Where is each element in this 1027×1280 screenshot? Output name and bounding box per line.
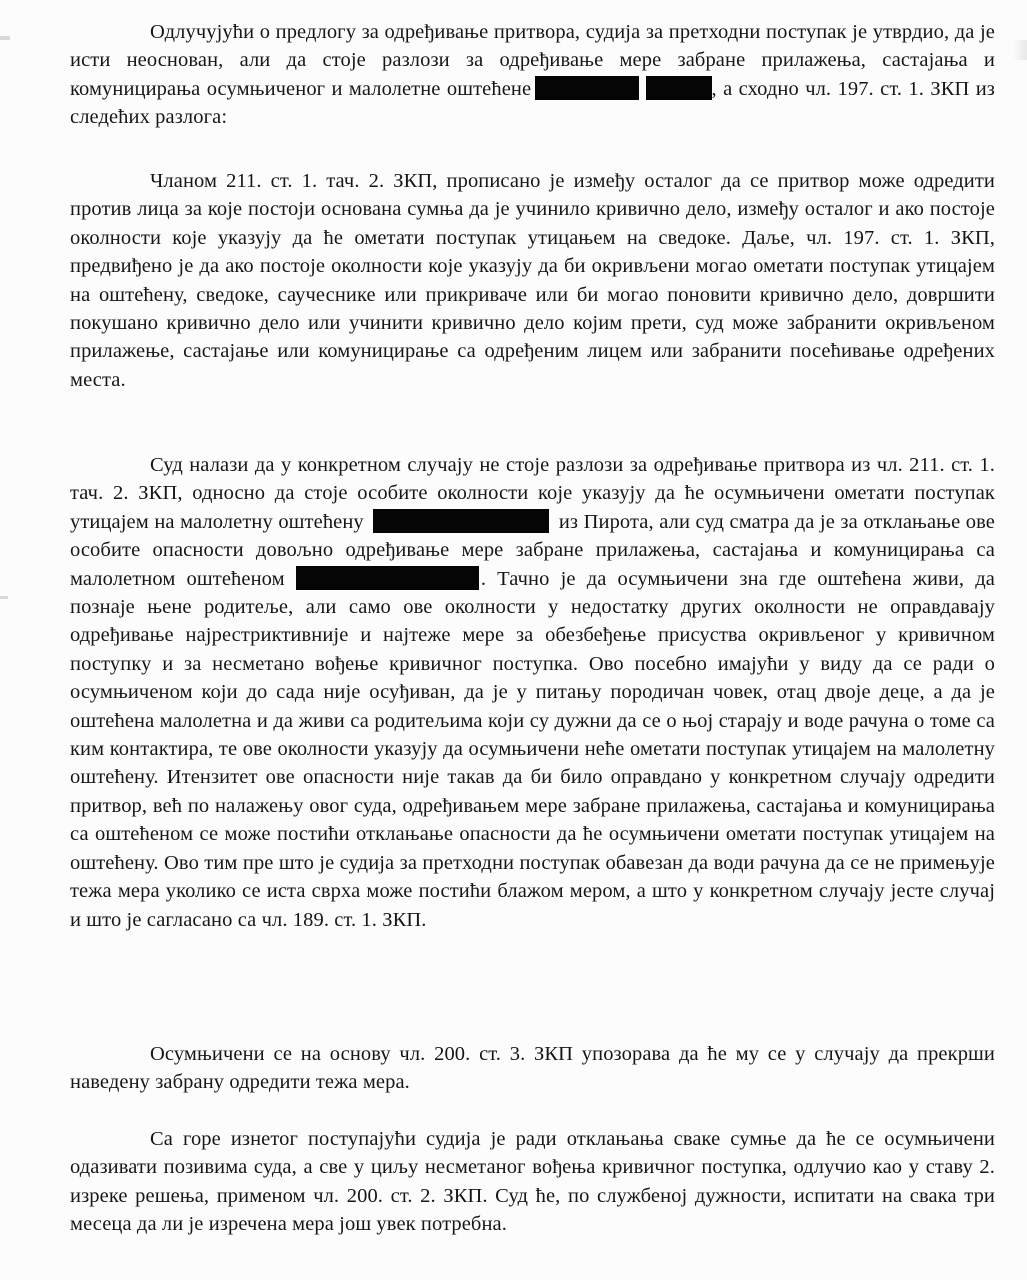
redaction-bar — [373, 509, 549, 533]
paragraph-2 — [70, 167, 995, 394]
redaction-bar — [535, 76, 639, 100]
paragraph-2-text: Чланом 211. ст. 1. тач. 2. ЗКП, прописано је између осталог да се притвор може одредити против лица за које постоји основана сумња да је учинило кривично дело, између осталог и ако постоје околности које указују да ће ометати поступак утицањем на сведоке. Даље, чл. 197. ст. 1. ЗКП, предвиђено је да ако постоје околности које указују да би окривљени могао ометати поступак утицајем на оштећену, сведоке, саучеснике или прикриваче или би могао поновити кривично дело, довршити покушано кривично дело или учинити кривично дело којим прети, суд може забранити окривљеном прилажење, састајање или комуницирање са одређеним лицем или забранити посећивање одређених места. — [70, 170, 995, 391]
paragraph-3-text-a: Суд налази да у конкретном случају не стоје разлози за одређивање притвора из чл. 211. ст. 1. тач. 2. ЗКП, односно да стоје особите околности које указују да ће осумњичени ометати поступак утицајем на малолетну оштећену — [70, 454, 995, 533]
paragraph-3-text-c: . Тачно је да осумњичени зна где оштећена живи, да познаје њене родитеље, али само ове околности у недостатку других околности не оправдавају одређивање најрестриктивније и најтеже мере за обезбеђење присуства окривљеног у кривичном поступку и за несметано вођење кривичног поступка. Ово посебно имајући у виду да се ради о осумњиченом који до сада није осуђиван, да је у питању породичан човек, отац двоје деце, а да је оштећена малолетна и да живи са родитељима који су дужни да се о њој старају и воде рачуна о томе са ким контактира, те ове околности указују да осумњичени неће ометати поступак утицајем на малолетну оштећену. Итензитет ове опасности није такав да би било оправдано у конкретном случају одредити притвор, већ по налажењу овог суда, одређивањем мере забране прилажења, састајања и комуницирања са оштећеном се може постићи отклањање опасности да ће осумњичени ометати поступак утицајем на оштећену. Ово тим пре што је судија за претходни поступак обавезан да води рачуна да се не примењује тежа мера уколико се иста сврха може постићи блажом мером, а што у конкретном случају јесте случај и што је сагласано са чл. 189. ст. 1. ЗКП. — [70, 567, 995, 931]
paragraph-1 — [70, 18, 995, 132]
redaction-bar — [296, 566, 479, 590]
paragraph-5-text: Са горе изнетог поступајући судија је ради отклањања сваке сумње да ће се осумњичени одазивати позивима суда, а све у циљу несметаног вођења кривичног поступка, одлучио као у ставу 2. изреке решења, применом чл. 200. ст. 2. ЗКП. Суд ће, по службеној дужности, испитати на свака три месеца да ли је изречена мера још увек потребна. — [70, 1128, 995, 1236]
paragraph-1-text-a: Одлучујући о предлогу за одређивање притвора, судија за претходни поступак је утврдио, да је исти неоснован, али да стоје разлози за одређивање мере забране прилажења, састајања и комуницирања осумњиченог и малолетне оштећене — [70, 21, 995, 100]
paragraph-3-text-b: из Пирота, али суд сматра да је за отклањање ове особите опасности довољно одређивање мере забране прилажења, састајања и комуницирања са малолетном оштећеном — [70, 510, 996, 590]
scan-mark — [0, 596, 8, 599]
paragraph-4-text: Осумњичени се на основу чл. 200. ст. 3. ЗКП упозорава да ће му се у случају да прекрши наведену забрану одредити тежа мера. — [70, 1043, 995, 1094]
paragraph-5 — [70, 1125, 995, 1239]
scan-mark — [0, 36, 10, 40]
redaction-bar — [646, 76, 712, 100]
paragraph-4 — [70, 1040, 995, 1097]
scan-edge-shadow — [1013, 40, 1027, 60]
paragraph-1-text-b: , а сходно чл. 197. ст. 1. ЗКП из следећих разлога: — [70, 77, 995, 129]
paragraph-3 — [70, 451, 995, 934]
